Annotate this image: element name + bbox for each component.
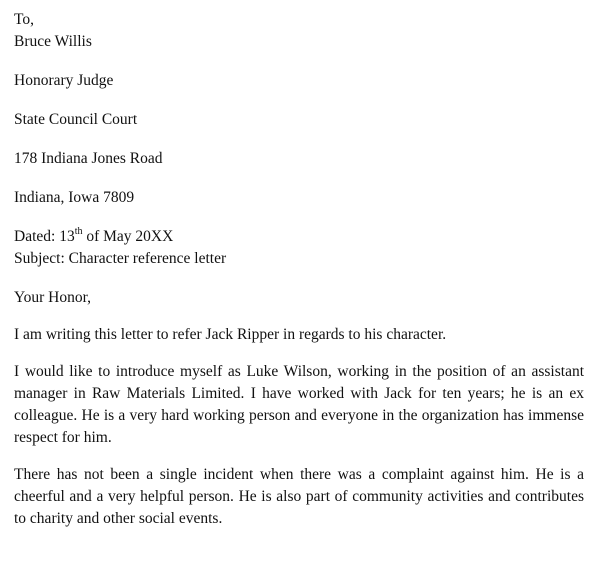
address-line-1: 178 Indiana Jones Road <box>14 150 163 167</box>
subject-line: Subject: Character reference letter <box>14 250 227 267</box>
body-paragraph: I would like to introduce myself as Luke Wilson, working in the position of an assistant manager in Raw Materials Limited. I have worked with Jack for ten years; he is an ex colleague. He is a very hard working person and everyone in the organization has immense respect for him. <box>14 363 584 446</box>
recipient-name: Bruce Willis <box>14 33 92 50</box>
to-label: To, <box>14 11 35 28</box>
address-line-2: Indiana, Iowa 7809 <box>14 189 135 206</box>
recipient-organization: State Council Court <box>14 111 138 128</box>
date-line <box>14 226 584 248</box>
date-ordinal-suffix: th <box>74 225 83 237</box>
letter-document <box>14 9 584 530</box>
body-paragraph: There has not been a single incident when there was a complaint against him. He is a cheerful and a very helpful person. He is also part of community activities and contributes to charity and other social events. <box>14 466 584 527</box>
body-paragraph: I am writing this letter to refer Jack Ripper in regards to his character. <box>14 326 447 343</box>
recipient-title: Honorary Judge <box>14 72 114 89</box>
date-rest: of May 20XX <box>82 228 174 245</box>
date-prefix: Dated: 13 <box>14 228 75 245</box>
salutation: Your Honor, <box>14 289 92 306</box>
